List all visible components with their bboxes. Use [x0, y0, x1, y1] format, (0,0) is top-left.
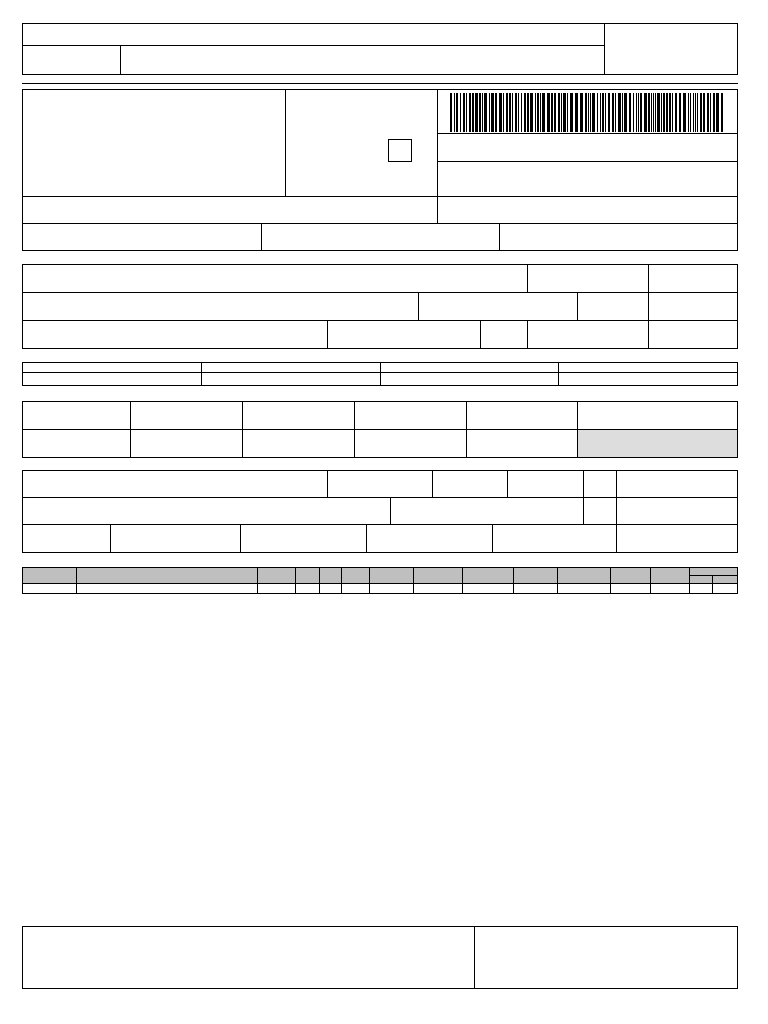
barcode-bar	[495, 93, 497, 132]
barcode-bar	[503, 93, 504, 132]
barcode-bar	[512, 93, 513, 132]
barcode-bar	[672, 93, 673, 132]
barcode-bar	[675, 93, 677, 132]
invoice-strip-v3	[558, 362, 559, 386]
barcode-bar	[460, 93, 461, 132]
issuer-divider-h1	[22, 196, 738, 197]
barcode-bar	[499, 93, 502, 132]
barcode-bar	[638, 93, 639, 132]
barcode-bar	[629, 93, 631, 132]
products-col-8	[462, 567, 463, 594]
recipient-divider-r3v1	[327, 320, 328, 349]
barcode-bar	[679, 93, 681, 132]
barcode-divider-h2	[437, 161, 738, 162]
products-col-10	[557, 567, 558, 594]
products-col-11	[610, 567, 611, 594]
barcode-bar	[563, 93, 566, 132]
barcode-bar	[456, 93, 458, 132]
invoice-strip-v1	[201, 362, 202, 386]
barcode-bar	[454, 93, 455, 132]
barcode-bar	[657, 93, 660, 132]
carrier-divider-r1v5	[616, 470, 617, 553]
barcode-bar	[600, 93, 601, 132]
barcode-bar	[636, 93, 637, 132]
carrier-divider-h2	[22, 524, 738, 525]
tax-divider-v4	[466, 401, 467, 458]
barcode-bar	[663, 93, 665, 132]
barcode-bar	[575, 93, 578, 132]
barcode-bar	[707, 93, 709, 132]
products-col-13	[689, 567, 690, 594]
tax-divider-v1	[130, 401, 131, 458]
barcode-bar	[618, 93, 621, 132]
barcode-bar	[622, 93, 623, 132]
barcode-bar	[713, 93, 715, 132]
receipt-header	[22, 23, 738, 75]
cut-line	[22, 83, 738, 84]
barcode-bar	[463, 93, 465, 132]
barcode-bar	[608, 93, 610, 132]
carrier-divider-r1v2	[432, 470, 433, 497]
invoice-strip-v2	[380, 362, 381, 386]
carrier-block	[22, 470, 738, 553]
recipient-block	[22, 264, 738, 349]
barcode-bar	[567, 93, 568, 132]
barcode-bar	[466, 93, 467, 132]
recipient-divider-h2	[22, 320, 738, 321]
barcode-bar	[506, 93, 508, 132]
barcode-bar	[472, 93, 474, 132]
recipient-divider-r2v1	[418, 292, 419, 320]
products-col-5	[341, 567, 342, 594]
barcode-bar	[651, 93, 652, 132]
barcode-bar	[655, 93, 656, 132]
barcode-bar	[644, 93, 647, 132]
additional-data-divider	[474, 926, 475, 989]
products-col-7	[413, 567, 414, 594]
tax-divider-v3	[354, 401, 355, 458]
carrier-divider-r3v3	[366, 524, 367, 553]
products-divider-h	[22, 583, 738, 584]
products-col-12	[650, 567, 651, 594]
barcode-bar	[695, 93, 696, 132]
recipient-divider-r1v2	[648, 264, 649, 349]
barcode-bar	[570, 93, 573, 132]
barcode-bar	[697, 93, 698, 132]
products-col-6	[369, 567, 370, 594]
barcode-bar	[721, 93, 723, 132]
carrier-divider-r1v1	[327, 470, 328, 497]
entry-exit-checkbox[interactable]	[388, 139, 412, 162]
barcode-bar	[700, 93, 702, 132]
carrier-divider-h1	[22, 497, 738, 498]
barcode-bar	[688, 93, 689, 132]
products-col-1	[76, 567, 77, 594]
receipt-header-divider-v2	[604, 23, 605, 75]
carrier-divider-r12v4	[583, 470, 584, 524]
issuer-divider-v3	[261, 223, 262, 251]
barcode-bar	[469, 93, 471, 132]
barcode-bar	[489, 93, 490, 132]
barcode-divider-h1	[437, 133, 738, 134]
barcode-bar	[669, 93, 671, 132]
barcode-bar	[540, 93, 541, 132]
barcode-bar	[547, 93, 550, 132]
issuer-divider-v1	[285, 89, 286, 197]
barcode-bar	[542, 93, 545, 132]
barcode-bar	[615, 93, 616, 132]
issuer-divider-v4	[499, 223, 500, 251]
barcode-bar	[590, 93, 591, 132]
barcode-bar	[653, 93, 654, 132]
barcode-bar	[479, 93, 481, 132]
barcode-bar	[633, 93, 634, 132]
recipient-divider-r2v2	[577, 292, 578, 320]
products-header-band	[23, 568, 737, 583]
barcode-bar	[530, 93, 533, 132]
barcode-bar	[683, 93, 686, 132]
barcode-bar	[484, 93, 487, 132]
barcode-bar	[518, 93, 519, 132]
carrier-divider-r2v1	[390, 497, 391, 524]
barcode-bar	[640, 93, 642, 132]
barcode-bar	[561, 93, 562, 132]
barcode-bar	[592, 93, 595, 132]
receipt-header-divider-v1	[120, 45, 121, 75]
receipt-header-divider-h	[22, 45, 605, 46]
barcode-bar	[524, 93, 526, 132]
tax-divider-v2	[242, 401, 243, 458]
products-col-3	[295, 567, 296, 594]
carrier-divider-r1v3	[507, 470, 508, 497]
barcode-bar	[475, 93, 478, 132]
barcode-bar	[551, 93, 553, 132]
barcode-bar	[624, 93, 627, 132]
barcode-bar	[605, 93, 606, 132]
recipient-divider-r3v2	[480, 320, 481, 349]
products-col-2	[257, 567, 258, 594]
recipient-divider-r1v1	[527, 264, 528, 292]
barcode-bar	[693, 93, 694, 132]
barcode-bar	[602, 93, 604, 132]
barcode-bar	[588, 93, 589, 132]
barcode-bar	[580, 93, 583, 132]
additional-data-block	[22, 926, 738, 989]
tax-total-shaded-cell	[578, 430, 737, 457]
barcode-bar	[666, 93, 668, 132]
recipient-divider-r3v3	[527, 320, 528, 349]
barcode-bar	[710, 93, 711, 132]
barcode-bar	[515, 93, 517, 132]
barcode-bar	[558, 93, 560, 132]
barcode-bar	[535, 93, 536, 132]
barcode-bar	[690, 93, 691, 132]
barcode-bar	[716, 93, 719, 132]
barcode-bar	[703, 93, 705, 132]
issuer-divider-v2	[437, 89, 438, 223]
carrier-divider-r3v1	[110, 524, 111, 553]
barcode-bar	[554, 93, 556, 132]
products-col-14	[712, 575, 713, 594]
barcode-bar	[585, 93, 587, 132]
recipient-divider-h1	[22, 292, 738, 293]
barcode-bar	[509, 93, 511, 132]
barcode-bar	[521, 93, 522, 132]
barcode-bar	[661, 93, 662, 132]
barcode-bar	[597, 93, 598, 132]
products-subheader-line	[689, 575, 738, 576]
barcode-bar	[612, 93, 614, 132]
barcode-bar	[648, 93, 650, 132]
products-col-4	[319, 567, 320, 594]
products-col-9	[513, 567, 514, 594]
barcode-bar	[450, 93, 452, 132]
barcode-image	[450, 93, 723, 132]
barcode-bar	[527, 93, 529, 132]
barcode-bar	[482, 93, 483, 132]
barcode-bar	[491, 93, 494, 132]
carrier-divider-r3v4	[492, 524, 493, 553]
carrier-divider-r3v2	[240, 524, 241, 553]
issuer-divider-h2	[22, 223, 738, 224]
barcode-bar	[537, 93, 539, 132]
